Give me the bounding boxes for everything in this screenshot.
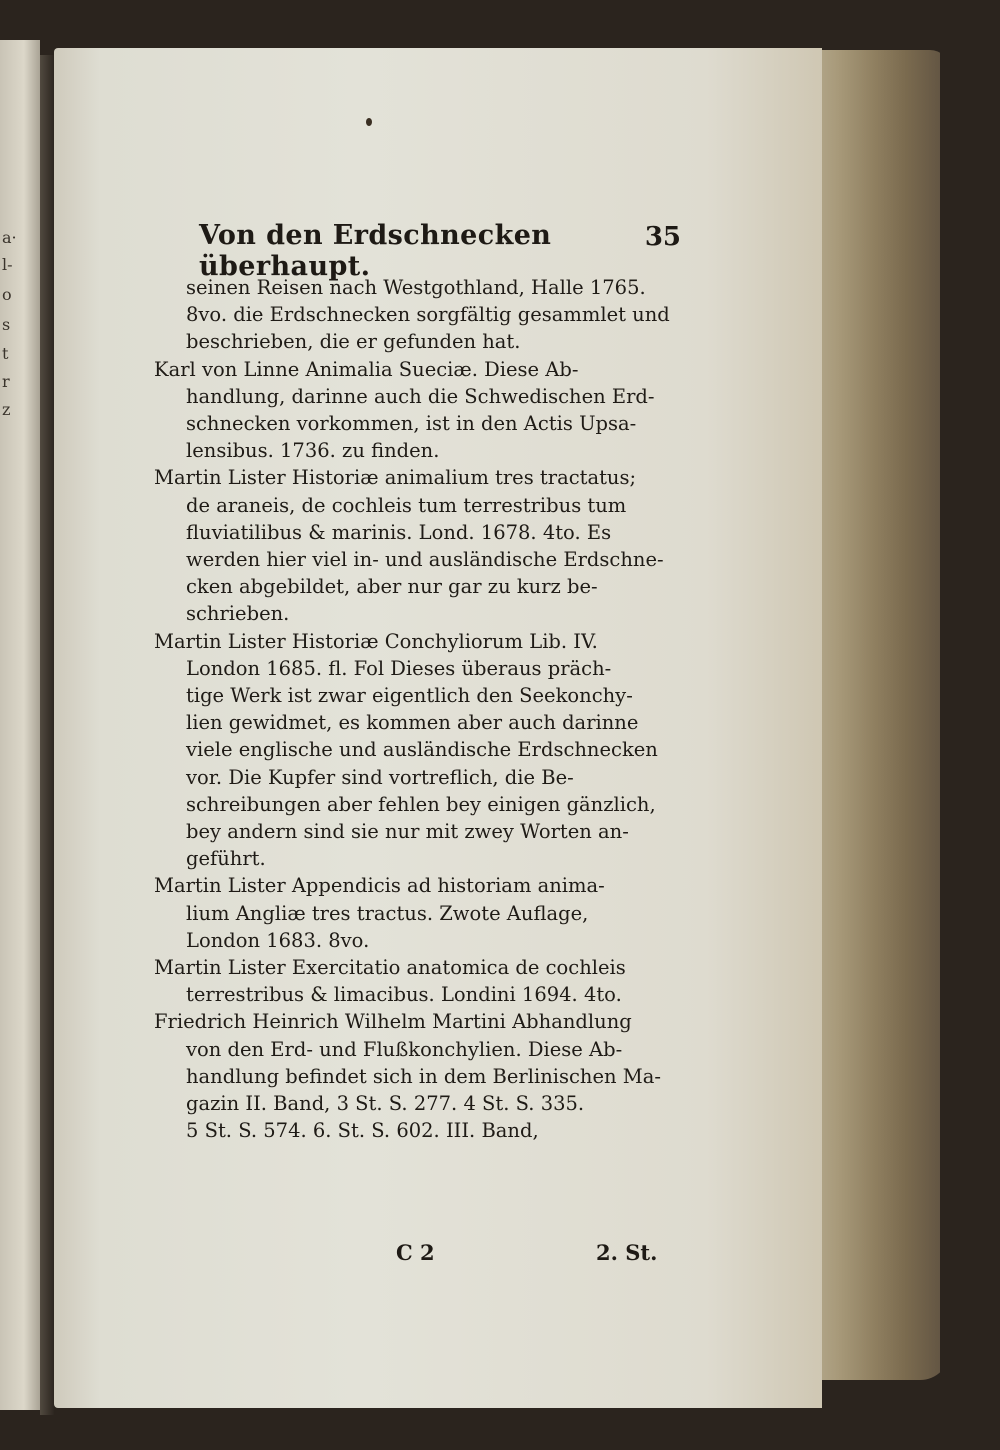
text-line: geführt. <box>186 847 266 871</box>
bibliography-entry <box>154 356 694 465</box>
text-line: London 1685. fl. Fol Dieses überaus präch- <box>186 656 612 680</box>
text-line: Friedrich Heinrich Wilhelm Martini Abhandlung <box>154 1010 632 1034</box>
text-line: lensibus. 1736. zu finden. <box>186 439 440 463</box>
body-text <box>154 274 694 1145</box>
bibliography-entry <box>154 274 694 356</box>
signature-mark: C 2 <box>396 1240 435 1265</box>
text-line: gazin II. Band, 3 St. S. 277. 4 St. S. 335. <box>186 1092 585 1116</box>
text-line: schnecken vorkommen, ist in den Actis Upsa- <box>186 412 637 436</box>
book-gutter <box>40 55 54 1415</box>
text-line: lium Angliæ tres tractus. Zwote Auflage, <box>186 901 589 925</box>
text-line: Martin Lister Appendicis ad historiam anima- <box>154 874 605 898</box>
text-line: bey andern sind sie nur mit zwey Worten an- <box>186 820 629 844</box>
text-line: schreibungen aber fehlen bey einigen gänzlich, <box>186 792 656 816</box>
bibliography-entry <box>154 464 694 627</box>
text-line: schrieben. <box>186 602 290 626</box>
book-page <box>54 48 822 1408</box>
facing-page-glyph: r <box>2 372 10 391</box>
text-line: handlung befindet sich in dem Berlinischen Ma- <box>186 1064 661 1088</box>
text-line: handlung, darinne auch die Schwedischen Erd- <box>186 384 655 408</box>
bibliography-entry <box>154 1008 694 1144</box>
text-line: viele englische und ausländische Erdschnecken <box>186 738 658 762</box>
text-line: werden hier viel in- und ausländische Erdschne- <box>186 548 664 572</box>
text-line: Karl von Linne Animalia Sueciæ. Diese Ab- <box>154 357 579 381</box>
text-line: Martin Lister Historiæ animalium tres tractatus; <box>154 466 637 490</box>
facing-page-glyph: l- <box>2 255 13 274</box>
catchword: 2. St. <box>596 1240 658 1265</box>
text-line: de araneis, de cochleis tum terrestribus tum <box>186 493 627 517</box>
bibliography-entry <box>154 628 694 873</box>
facing-page <box>0 40 40 1410</box>
page-header <box>199 220 689 282</box>
text-line: beschrieben, die er gefunden hat. <box>186 330 521 354</box>
text-line: terrestribus & limacibus. Londini 1694. 4to. <box>186 983 622 1007</box>
facing-page-glyph: s <box>2 315 11 334</box>
page-footer <box>384 1240 684 1270</box>
text-line: cken abgebildet, aber nur gar zu kurz be- <box>186 575 598 599</box>
page-number: 35 <box>644 222 681 252</box>
text-line: vor. Die Kupfer sind vortreflich, die Be- <box>186 765 574 789</box>
facing-page-glyph: z <box>2 400 11 419</box>
text-line: tige Werk ist zwar eigentlich den Seekonchy- <box>186 684 633 708</box>
text-line: Martin Lister Exercitatio anatomica de cochleis <box>154 956 626 980</box>
bibliography-entry <box>154 954 694 1008</box>
bibliography-entry <box>154 872 694 954</box>
facing-page-glyph: t <box>2 344 9 363</box>
facing-page-glyph: o <box>2 285 12 304</box>
ink-spot <box>366 118 372 126</box>
text-line: 8vo. die Erdschnecken sorgfältig gesammlet und <box>186 303 670 327</box>
text-line: von den Erd- und Flußkonchylien. Diese Ab- <box>186 1037 623 1061</box>
text-line: fluviatilibus & marinis. Lond. 1678. 4to. Es <box>186 520 612 544</box>
text-line: seinen Reisen nach Westgothland, Halle 1765. <box>186 276 646 299</box>
text-line: 5 St. S. 574. 6. St. S. 602. III. Band, <box>186 1119 539 1143</box>
running-title: Von den Erdschnecken überhaupt. <box>199 220 552 282</box>
facing-page-glyph: a· <box>2 228 17 247</box>
text-line: London 1683. 8vo. <box>186 928 370 952</box>
text-line: Martin Lister Historiæ Conchyliorum Lib. IV. <box>154 629 598 653</box>
page-fore-edge <box>800 50 950 1380</box>
text-line: lien gewidmet, es kommen aber auch darinne <box>186 711 639 735</box>
